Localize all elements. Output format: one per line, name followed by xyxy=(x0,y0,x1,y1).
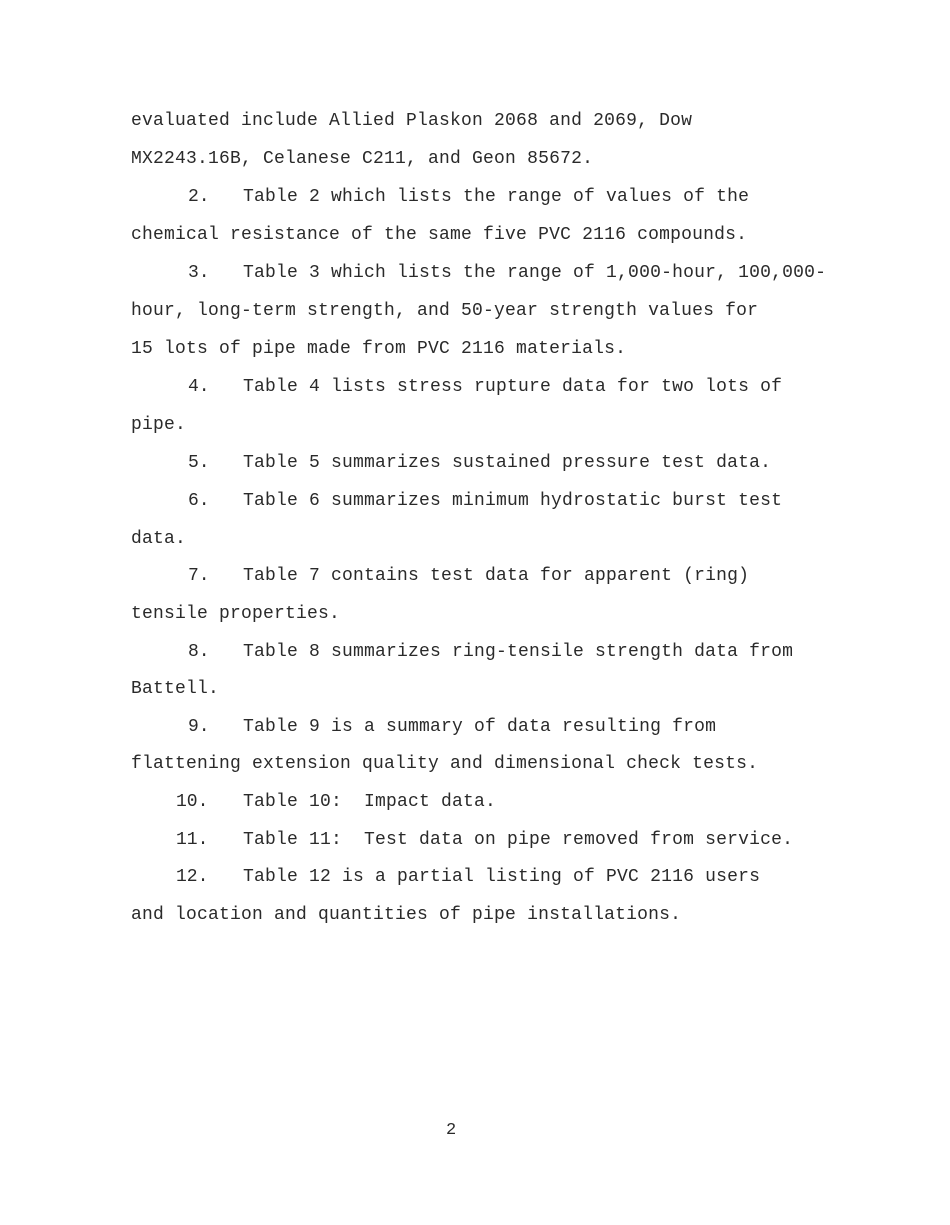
intro-line-1: evaluated include Allied Plaskon 2068 and 2069, Dow xyxy=(131,111,693,131)
list-item-line: Table 11: Test data on pipe removed from service. xyxy=(243,830,794,850)
item-number: 8. xyxy=(188,642,210,662)
list-item-line: Table 6 summarizes minimum hydrostatic burst test xyxy=(243,491,783,511)
list-item-line: Table 5 summarizes sustained pressure test data. xyxy=(243,453,772,473)
list-item-line: Table 7 contains test data for apparent (ring) xyxy=(243,566,750,586)
item-number: 5. xyxy=(188,453,210,473)
list-item-line: Battell. xyxy=(131,679,220,699)
list-item-line: 15 lots of pipe made from PVC 2116 materials. xyxy=(131,339,627,359)
list-item-line: data. xyxy=(131,529,187,549)
item-number: 4. xyxy=(188,377,210,397)
item-number: 3. xyxy=(188,263,210,283)
list-item-line: Table 8 summarizes ring-tensile strength data from xyxy=(243,642,794,662)
list-item-line: flattening extension quality and dimensional check tests. xyxy=(131,754,759,774)
list-item-line: Table 9 is a summary of data resulting from xyxy=(243,717,717,737)
item-number: 2. xyxy=(188,187,210,207)
list-item-line: chemical resistance of the same five PVC 2116 compounds. xyxy=(131,225,748,245)
item-number: 11. xyxy=(176,830,209,850)
item-number: 12. xyxy=(176,867,209,887)
list-item-line: Table 12 is a partial listing of PVC 2116 users xyxy=(243,867,761,887)
list-item-line: pipe. xyxy=(131,415,187,435)
list-item-line: Table 4 lists stress rupture data for two lots of xyxy=(243,377,783,397)
list-item-line: Table 3 which lists the range of 1,000-hour, 100,000- xyxy=(243,263,827,283)
list-item-line: Table 2 which lists the range of values of the xyxy=(243,187,750,207)
list-item-line: tensile properties. xyxy=(131,604,341,624)
intro-line-2: MX2243.16B, Celanese C211, and Geon 85672. xyxy=(131,149,594,169)
page-number: 2 xyxy=(446,1121,457,1140)
list-item-line: Table 10: Impact data. xyxy=(243,792,497,812)
item-number: 7. xyxy=(188,566,210,586)
list-item-line: and location and quantities of pipe installations. xyxy=(131,905,682,925)
list-item-line: hour, long-term strength, and 50-year strength values for xyxy=(131,301,759,321)
item-number: 6. xyxy=(188,491,210,511)
item-number: 9. xyxy=(188,717,210,737)
item-number: 10. xyxy=(176,792,209,812)
